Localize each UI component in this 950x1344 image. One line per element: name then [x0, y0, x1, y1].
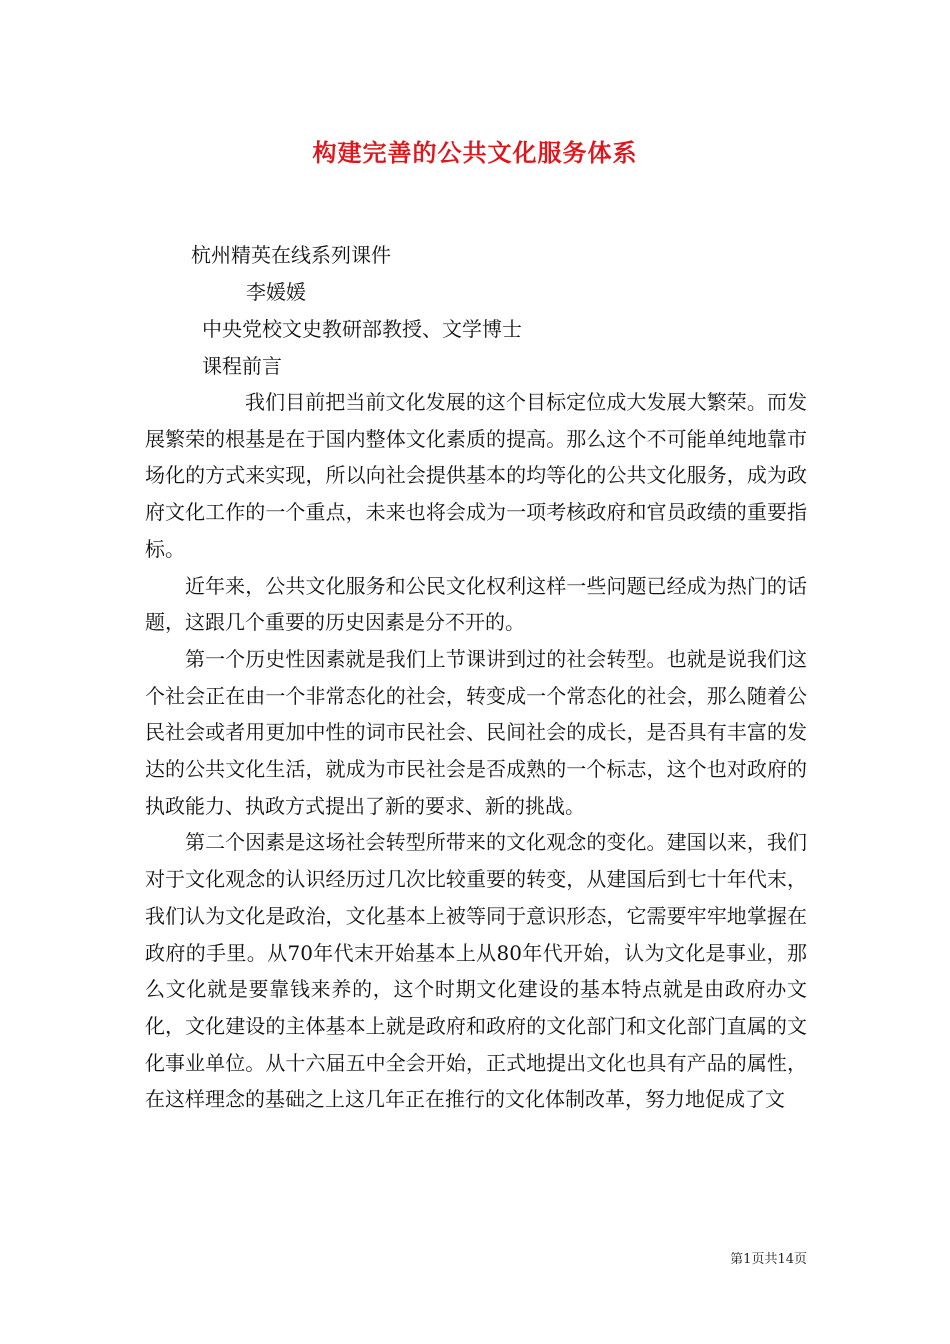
paragraph: 我们目前把当前文化发展的这个目标定位成大发展大繁荣。而发展繁荣的根基是在于国内整体文化素质的提高。那么这个不可能单纯地靠市场化的方式来实现，所以向社会提供基本的均等化的公共文化服务，成为政府文化工作的一个重点，未来也将会成为一项考核政府和官员政绩的重要指标。	[145, 390, 807, 561]
document-title: 构建完善的公共文化服务体系	[312, 138, 638, 167]
affiliation-line: 中央党校文史教研部教授、文学博士	[202, 317, 522, 341]
paragraph: 第二个因素是这场社会转型所带来的文化观念的变化。建国以来，我们对于文化观念的认识经历过几次比较重要的转变，从建国后到七十年代末，我们认为文化是政治，文化基本上被等同于意识形态，它需要牢牢地掌握在政府的手里。从70年代末开始基本上从80年代开始，认为文化是事业，那么文化就是要靠钱来养的，这个时期文化建设的基本特点就是由政府办文化，文化建设的主体基本上就是政府和政府的文化部门和文化部门直属的文化事业单位。从十六届五中全会开始，正式地提出文化也具有产品的属性，在这样理念的基础之上这几年正在推行的文化体制改革，努力地促成了文	[145, 830, 807, 1112]
author-line: 李媛媛	[246, 280, 306, 304]
body-text	[145, 384, 807, 1118]
section-heading: 课程前言	[202, 354, 282, 378]
series-line: 杭州精英在线系列课件	[191, 243, 391, 267]
paragraph: 第一个历史性因素就是我们上节课讲到过的社会转型。也就是说我们这个社会正在由一个非常态化的社会，转变成一个常态化的社会，那么随着公民社会或者用更加中性的词市民社会、民间社会的成长，是否具有丰富的发达的公共文化生活，就成为市民社会是否成熟的一个标志，这个也对政府的执政能力、执政方式提出了新的要求、新的挑战。	[145, 646, 807, 818]
page-number: 第1页共14页	[730, 1252, 807, 1267]
paragraph: 近年来，公共文化服务和公民文化权利这样一些问题已经成为热门的话题，这跟几个重要的历史因素是分不开的。	[145, 573, 807, 635]
